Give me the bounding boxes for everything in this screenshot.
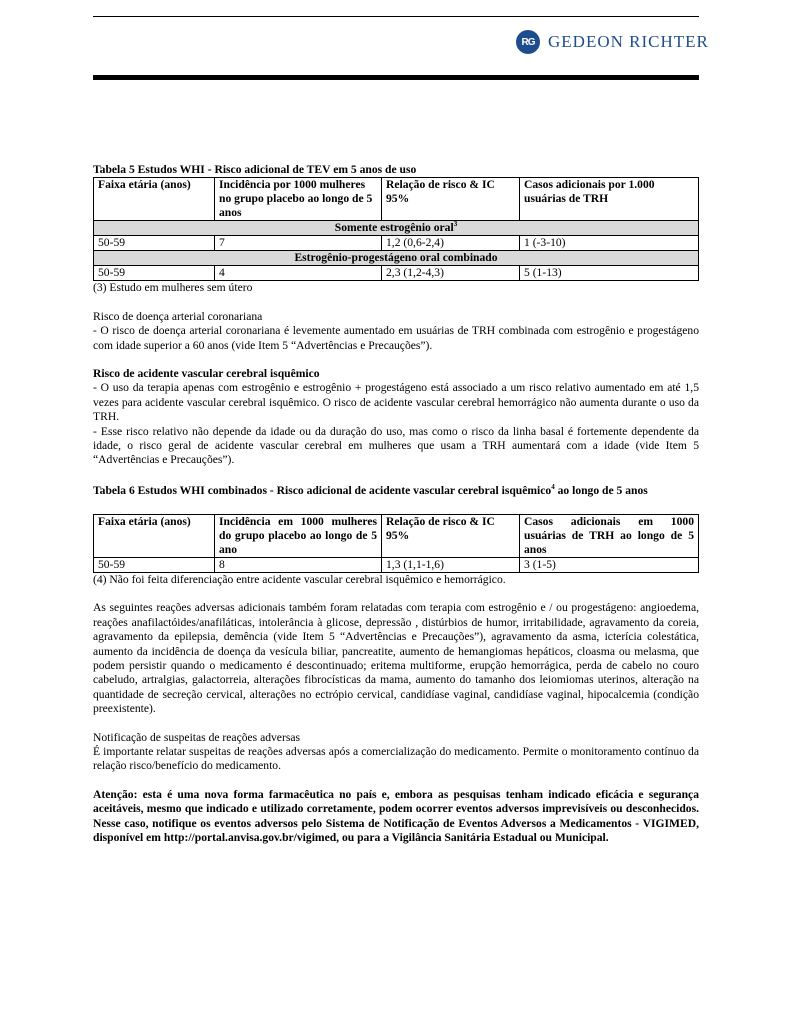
document-body: [93, 163, 699, 845]
logo-mark-icon: RG: [516, 30, 540, 54]
table-cell: 1,2 (0,6-2,4): [382, 236, 520, 251]
company-name: GEDEON RICHTER: [548, 32, 709, 51]
table-cell: 50-59: [94, 236, 215, 251]
header-top-rule: [93, 16, 699, 17]
coronary-title: Risco de doença arterial coronariana: [93, 309, 263, 323]
table5-header-cell: Relação de risco & IC 95%: [382, 178, 520, 221]
table6-header-cell: Incidência em 1000 mulheres do grupo placebo ao longo de 5 ano: [215, 514, 382, 557]
table-cell: 3 (1-5): [520, 557, 699, 572]
notification-text: É importante relatar suspeitas de reações adversas após a comercialização do medicamento. Permite o monitoramento contínuo da relação risco/benefício do medicamento.: [93, 744, 699, 773]
table-row: [94, 236, 699, 251]
table6-caption-tail: ao longo de 5 anos: [554, 483, 648, 497]
attention-notice: Atenção: esta é uma nova forma farmacêutica no país e, embora as pesquisas tenham indicado eficácia e segurança aceitáveis, mesmo que indicado e utilizado corretamente, podem ocorrer eventos adversos imprevisíveis ou desconhecidos. Nesse caso, notifique os eventos adversos pelo Sistema de Notificação de Eventos Adversos a Medicamentos - VIGIMED, disponível em http://portal.anvisa.gov.br/vigimed, ou para a Vigilância Sanitária Estadual ou Municipal.: [93, 787, 699, 844]
table-cell: 1 (-3-10): [520, 236, 699, 251]
table-cell: 5 (1-13): [520, 266, 699, 281]
table6-caption-footnote-ref: 4: [551, 483, 555, 492]
table-cell: 8: [215, 557, 382, 572]
coronary-text: - O risco de doença arterial coronariana é levemente aumentado em usuárias de TRH combinada com estrogênio e progestágeno com idade superior a 60 anos (vide Item 5 “Advertências e Precauções”).: [93, 324, 699, 352]
table5-section-cell: [94, 221, 699, 236]
table-cell: 7: [215, 236, 382, 251]
table5-header-cell: Casos adicionais por 1.000 usuárias de TRH: [520, 178, 699, 221]
table5-header-cell: Incidência por 1000 mulheres no grupo placebo ao longo de 5 anos: [215, 178, 382, 221]
table-cell: 1,3 (1,1-1,6): [382, 557, 520, 572]
table6-header-cell: Relação de risco & IC 95%: [382, 514, 520, 557]
table5-section-row: [94, 251, 699, 266]
company-logo: [516, 29, 709, 55]
notification-title: Notificação de suspeitas de reações adversas: [93, 730, 300, 744]
table5-section1-label: Somente estrogênio oral: [334, 221, 454, 235]
adverse-reactions-text: As seguintes reações adversas adicionais também foram relatadas com terapia com estrogênio e / ou progestágeno: angioedema, reações anafilactóides/anafiláticas, intolerância à glicose, depressão , distúrbios de humor, irritabilidade, agravamento da coreia, agravamento da epilepsia, demência (vide Item 5 “Advertências e Precauções”), agravamento da asma, icterícia colestática, aumento da incidência de doença da vesícula biliar, pancreatite, aumento de hemangiomas hepáticos, cloasma ou melasma, que podem persistir quando o medicamento é descontinuado; eritema multiforme, erupção hemorrágica, perda de cabelo no couro cabeludo, artralgias, galactorreia, alterações fibrocísticas da mama, aumento do tamanho dos leiomiomas uterinos, alteração na quantidade de secreção cervical, alterações no ectrópio cervical, candidíase vaginal, candidíase vaginal, hipocalcemia (condição preexistente).: [93, 601, 699, 716]
stroke-paragraph-1: - O uso da terapia apenas com estrogênio e estrogênio + progestágeno está associado a um risco relativo aumentado em até 1,5 vezes para acidente vascular cerebral isquêmico. O risco de acidente vascular cerebral hemorrágico não aumenta durante o uso da TRH.: [93, 381, 699, 424]
table6-header-cell: Faixa etária (anos): [94, 514, 215, 557]
stroke-title: Risco de acidente vascular cerebral isquêmico: [93, 367, 320, 381]
table-cell: 4: [215, 266, 382, 281]
table5-section2-label: Estrogênio-progestágeno oral combinado: [94, 251, 699, 266]
table5-section1-footnote-ref: 3: [453, 220, 458, 229]
table-row: [94, 557, 699, 572]
table6-caption: [93, 482, 699, 499]
table-cell: 2,3 (1,2-4,3): [382, 266, 520, 281]
table5-header-cell: Faixa etária (anos): [94, 178, 215, 221]
table6-footnote: (4) Não foi feita diferenciação entre acidente vascular cerebral isquêmico e hemorrágico.: [93, 572, 506, 586]
table6-header-row: [94, 514, 699, 557]
table6: [93, 514, 699, 573]
table5-section-row: [94, 221, 699, 236]
table5-caption: Tabela 5 Estudos WHI - Risco adicional de TEV em 5 anos de uso: [93, 163, 417, 176]
stroke-paragraph-2: - Esse risco relativo não depende da idade ou da duração do uso, mas como o risco da linha basal é fortemente dependente da idade, o risco geral de acidente vascular cerebral em mulheres que usam a TRH aumentará com a idade (vide Item 5 “Advertências e Precauções”).: [93, 424, 699, 467]
table-row: [94, 266, 699, 281]
table5: [93, 177, 699, 281]
table5-header-row: [94, 178, 699, 221]
header-bottom-rule: [93, 75, 699, 80]
table-cell: 50-59: [94, 557, 215, 572]
table-cell: 50-59: [94, 266, 215, 281]
table6-caption-text: Tabela 6 Estudos WHI combinados - Risco adicional de acidente vascular cerebral isquêmico: [93, 483, 552, 497]
table6-header-cell: Casos adicionais em 1000 usuárias de TRH ao longo de 5 anos: [520, 514, 699, 557]
table5-footnote: (3) Estudo em mulheres sem útero: [93, 281, 253, 295]
